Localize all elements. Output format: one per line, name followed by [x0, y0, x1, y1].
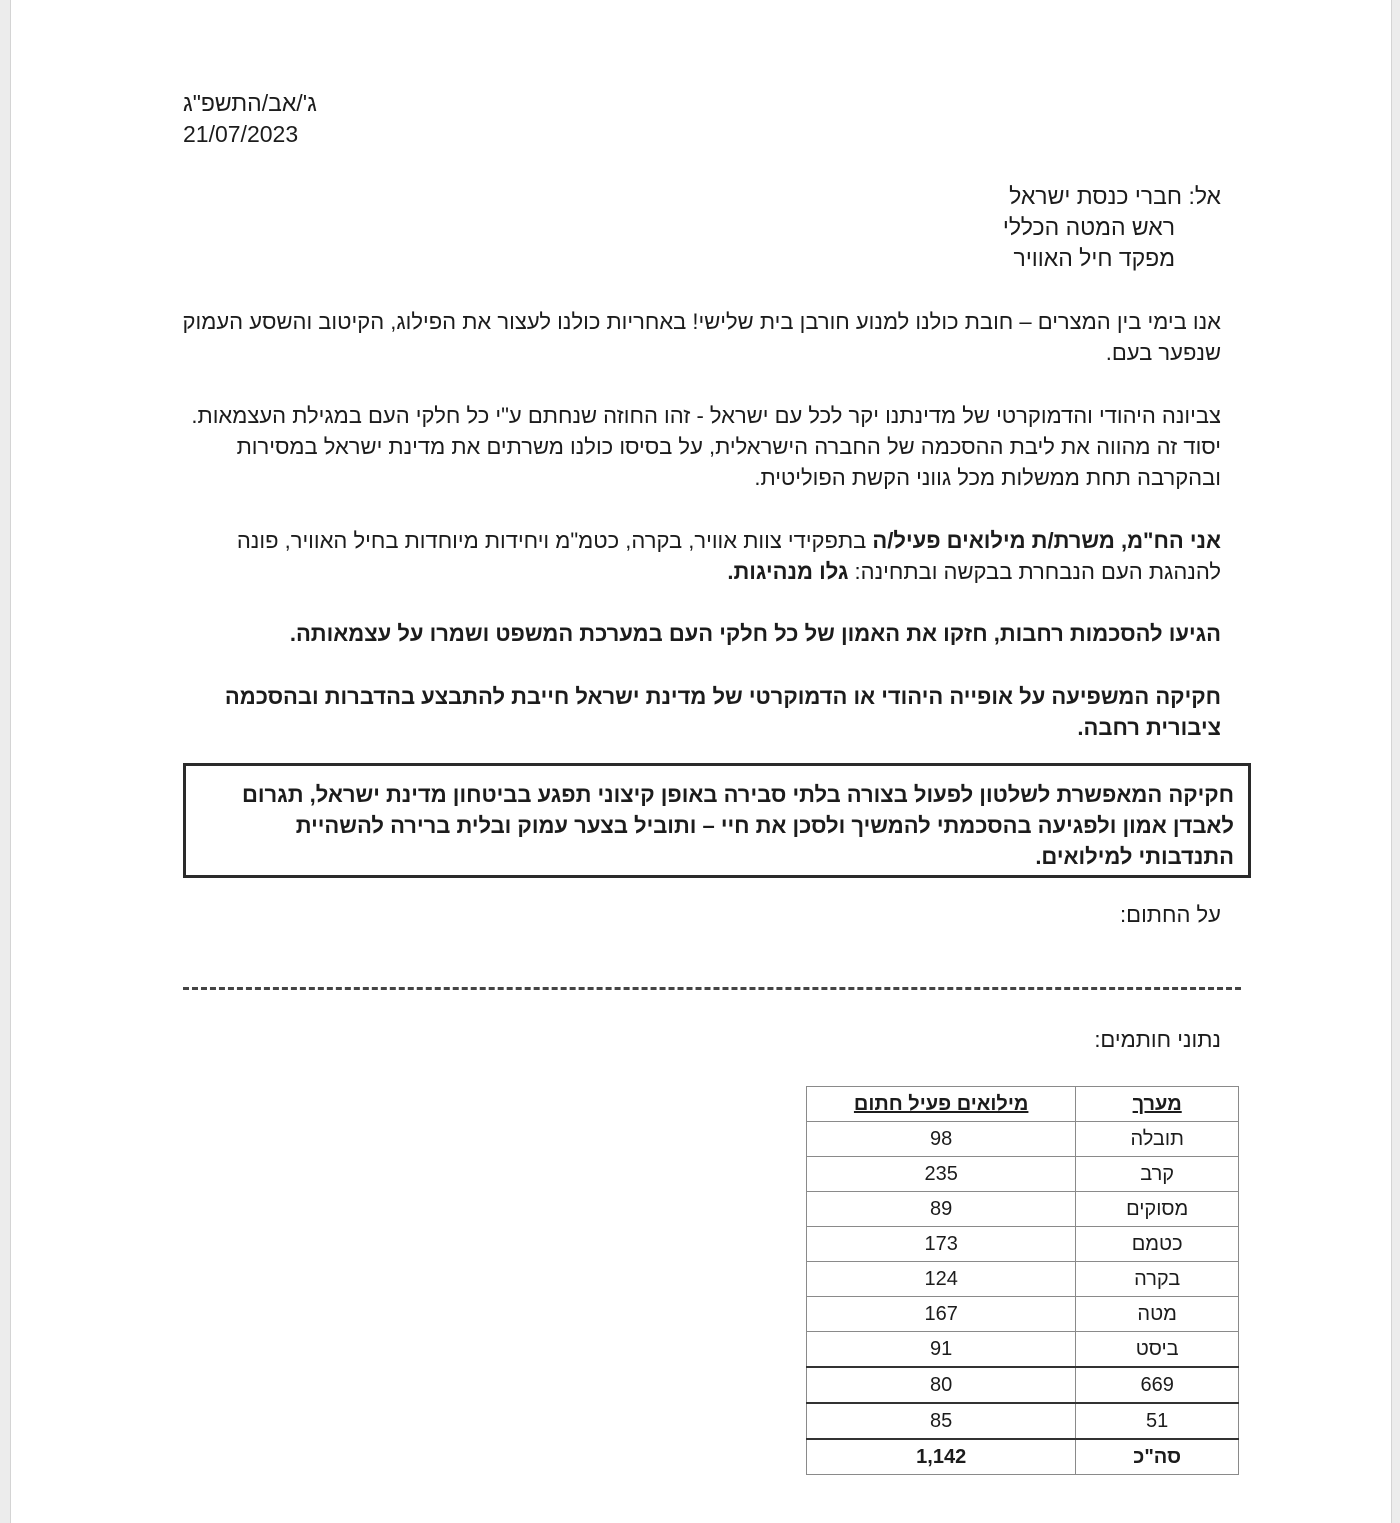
- signers-label: נתוני חותמים:: [1094, 1027, 1221, 1052]
- table-row: [807, 1122, 1239, 1157]
- cell-count: 91: [807, 1332, 1076, 1368]
- paragraph-3: [161, 525, 1221, 587]
- date-block: [183, 88, 317, 150]
- recipient-line-2: ראש המטה הכללי: [1002, 214, 1175, 240]
- cell-total-count: 1,142: [807, 1439, 1076, 1475]
- cell-unit: בקרה: [1076, 1262, 1239, 1297]
- gregorian-date: 21/07/2023: [183, 121, 299, 147]
- table-row: [807, 1157, 1239, 1192]
- paragraph-2: צביונה היהודי והדמוקרטי של מדינתנו יקר לכל עם ישראל - זהו החוזה שנחתם ע"י כל חלקי העם במגילת העצמאות. יסוד זה מהווה את ליבת ההסכמה של החברה הישראלית, על בסיסו כולנו משרתים את מדינת ישראל במסירות ובהקרבה תחת ממשלות מכל גווני הקשת הפוליטית.: [191, 403, 1221, 490]
- signature-label: על החתום:: [1120, 902, 1221, 927]
- cell-count: 235: [807, 1157, 1076, 1192]
- cell-unit: תובלה: [1076, 1122, 1239, 1157]
- cell-count: 173: [807, 1227, 1076, 1262]
- paragraph-4: הגיעו להסכמות רחבות, חזקו את האמון של כל חלקי העם במערכת המשפט ושמרו על עצמאותה.: [289, 621, 1221, 646]
- hebrew-date: ג'/אב/התשפ"ג: [183, 90, 317, 116]
- cell-count: 80: [807, 1367, 1076, 1403]
- cell-unit: 51: [1076, 1403, 1239, 1439]
- recipients: [801, 181, 1221, 274]
- cell-unit: מסוקים: [1076, 1192, 1239, 1227]
- paragraph-3-middle: בתפקידי צוות אוויר, בקרה, כטמ"מ ויחידות מיוחדות בחיל האוויר, פונה להנהגת העם הנבחרת בבקשה ובתחינה:: [236, 528, 1221, 584]
- paragraph-5: חקיקה המשפיעה על אופייה היהודי או הדמוקרטי של מדינת ישראל חייבת להתבצע בהדברות ובהסכמה ציבורית רחבה.: [224, 684, 1221, 740]
- cell-unit: 669: [1076, 1367, 1239, 1403]
- cell-total-label: סה"כ: [1076, 1439, 1239, 1475]
- document-page: [10, 0, 1392, 1523]
- recipient-line-3: מפקד חיל האוויר: [1013, 245, 1175, 271]
- cell-count: 124: [807, 1262, 1076, 1297]
- cell-count: 98: [807, 1122, 1076, 1157]
- table-header-row: [807, 1087, 1239, 1122]
- recipient-line-1: אל: חברי כנסת ישראל: [1009, 183, 1221, 209]
- table-row: [807, 1192, 1239, 1227]
- cell-unit: ביסט: [1076, 1332, 1239, 1368]
- cell-unit: כטמם: [1076, 1227, 1239, 1262]
- signers-table: [806, 1086, 1239, 1475]
- table-total-row: [807, 1439, 1239, 1475]
- header-unit: מערך: [1076, 1087, 1239, 1122]
- paragraph-1: אנו בימי בין המצרים – חובת כולנו למנוע חורבן בית שלישי! באחריות כולנו לעצור את הפילוג, הקיטוב והשסע העמוק שנפער בעם.: [182, 309, 1221, 365]
- cell-unit: מטה: [1076, 1297, 1239, 1332]
- table-row: [807, 1403, 1239, 1439]
- signature-line: [183, 987, 1241, 990]
- cell-count: 89: [807, 1192, 1076, 1227]
- table-row: [807, 1262, 1239, 1297]
- header-signed-count: מילואים פעיל חתום: [807, 1087, 1076, 1122]
- paragraph-3-bold-end: גלו מנהיגות.: [727, 559, 849, 584]
- cell-count: 85: [807, 1403, 1076, 1439]
- cell-count: 167: [807, 1297, 1076, 1332]
- table-row: [807, 1367, 1239, 1403]
- boxed-statement: חקיקה המאפשרת לשלטון לפעול בצורה בלתי סבירה באופן קיצוני תפגע בביטחון מדינת ישראל, תגרום לאבדן אמון ולפגיעה בהסכמתי להמשיך ולסכן את חיי – ותוביל בצער עמוק ובלית ברירה להשהיית התנדבותי למילואים.: [183, 763, 1251, 878]
- table-row: [807, 1227, 1239, 1262]
- table-row: [807, 1297, 1239, 1332]
- table-row: [807, 1332, 1239, 1368]
- paragraph-3-bold-start: אני הח"מ, משרת/ת מילואים פעיל/ה: [872, 528, 1221, 553]
- cell-unit: קרב: [1076, 1157, 1239, 1192]
